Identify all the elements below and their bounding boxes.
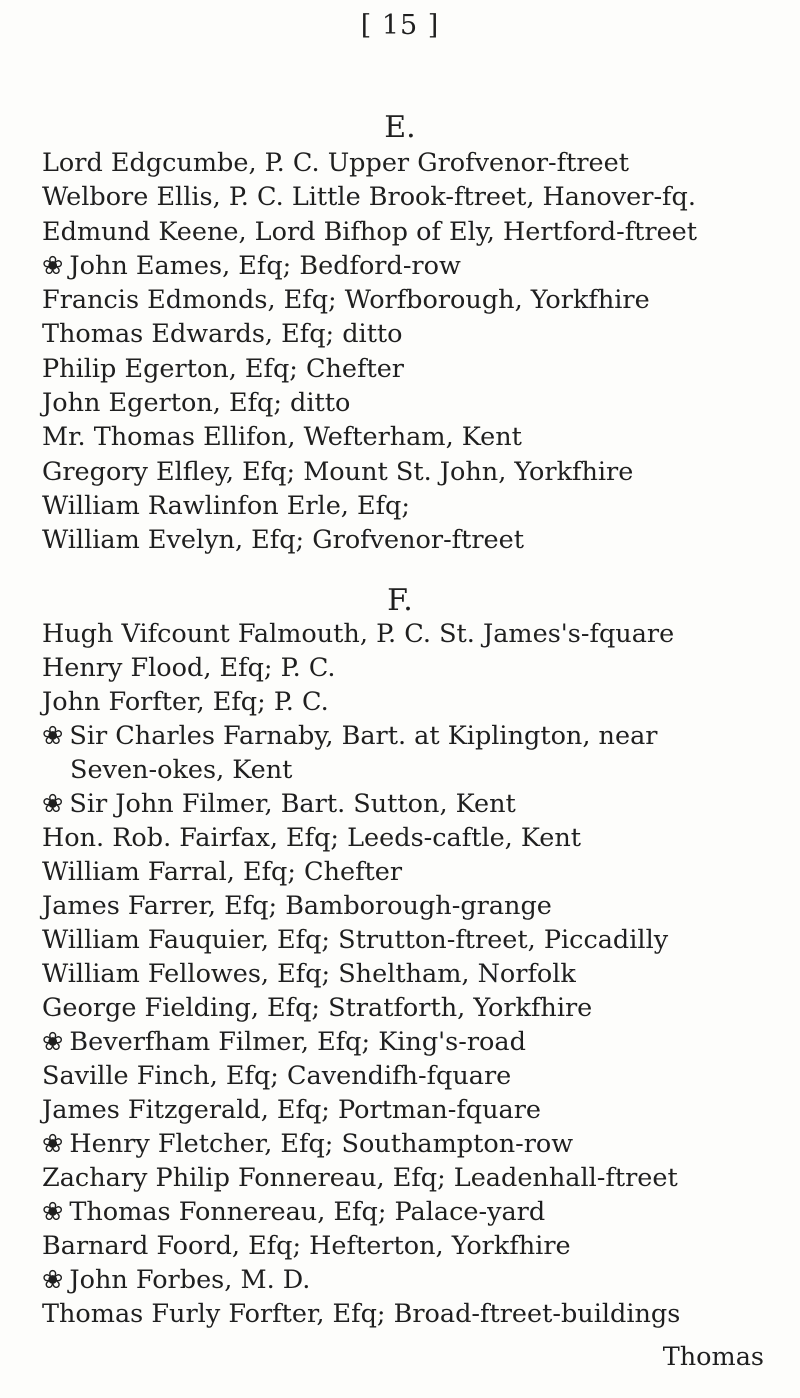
subscriber-entry	[0, 523, 697, 557]
subscriber-mark-icon: ❀	[42, 1129, 64, 1159]
subscriber-entry	[0, 352, 697, 386]
subscriber-entry	[0, 821, 680, 855]
subscriber-list-e	[0, 146, 697, 558]
subscriber-text: Saville Finch, Efq; Cavendifh-fquare	[42, 1061, 512, 1091]
subscriber-entry	[0, 420, 697, 454]
subscriber-entry	[0, 146, 697, 180]
subscriber-entry	[0, 889, 680, 923]
subscriber-entry	[0, 1229, 680, 1263]
subscriber-text: Henry Fletcher, Efq; Southampton-row	[69, 1129, 574, 1159]
subscriber-text: Hon. Rob. Fairfax, Efq; Leeds-caftle, Kent	[42, 823, 582, 853]
subscriber-text: Welbore Ellis, P. C. Little Brook-ftreet, Hanover-fq.	[42, 182, 696, 213]
subscriber-entry	[0, 1161, 680, 1195]
subscriber-entry	[0, 1297, 680, 1331]
subscriber-mark-icon: ❀	[42, 721, 64, 751]
subscriber-entry	[0, 180, 697, 214]
subscriber-entry	[0, 923, 680, 957]
subscriber-entry	[0, 1127, 680, 1161]
subscriber-text: Sir John Filmer, Bart. Sutton, Kent	[69, 789, 516, 819]
subscriber-text: Gregory Elfley, Efq; Mount St. John, Yorkfhire	[42, 456, 634, 487]
subscriber-text: Beverfham Filmer, Efq; King's-road	[69, 1027, 526, 1057]
subscriber-text: Henry Flood, Efq; P. C.	[42, 653, 336, 683]
subscriber-text: George Fielding, Efq; Stratforth, Yorkfhire	[42, 993, 593, 1023]
subscriber-text: Lord Edgcumbe, P. C. Upper Grofvenor-ftreet	[42, 148, 629, 178]
subscriber-entry	[0, 787, 680, 821]
subscriber-entry	[0, 283, 697, 317]
subscriber-text: William Fellowes, Efq; Sheltham, Norfolk	[42, 959, 576, 989]
subscriber-text: Thomas Furly Forfter, Efq; Broad-ftreet-buildings	[42, 1299, 681, 1329]
subscriber-text: John Eames, Efq; Bedford-row	[69, 250, 461, 281]
subscriber-entry	[0, 685, 680, 719]
subscriber-text: James Farrer, Efq; Bamborough-grange	[42, 891, 552, 921]
subscriber-text: Philip Egerton, Efq; Chefter	[42, 353, 404, 384]
subscriber-entry	[0, 1059, 680, 1093]
subscriber-entry	[0, 753, 680, 787]
subscriber-text: William Fauquier, Efq; Strutton-ftreet, Piccadilly	[42, 925, 669, 955]
subscriber-text: John Forfter, Efq; P. C.	[42, 687, 329, 717]
subscriber-text: James Fitzgerald, Efq; Portman-fquare	[42, 1095, 541, 1125]
section-heading-f: F.	[387, 583, 413, 618]
subscriber-entry	[0, 317, 697, 351]
subscriber-mark-icon: ❀	[42, 1197, 64, 1227]
subscriber-entry	[0, 651, 680, 685]
subscriber-text: William Rawlinfon Erle, Efq;	[42, 490, 410, 521]
subscriber-entry	[0, 489, 697, 523]
subscriber-entry	[0, 1025, 680, 1059]
subscriber-mark-icon: ❀	[42, 250, 64, 281]
subscriber-entry	[0, 855, 680, 889]
subscriber-text: Zachary Philip Fonnereau, Efq; Leadenhall-ftreet	[42, 1163, 678, 1193]
subscriber-entry	[0, 957, 680, 991]
subscriber-text: John Forbes, M. D.	[69, 1265, 311, 1295]
subscriber-entry	[0, 1263, 680, 1297]
subscriber-entry	[0, 617, 680, 651]
subscriber-mark-icon: ❀	[42, 789, 64, 819]
subscriber-entry	[0, 215, 697, 249]
subscriber-text: Edmund Keene, Lord Bifhop of Ely, Hertford-ftreet	[42, 216, 697, 247]
subscriber-entry	[0, 249, 697, 283]
subscriber-mark-icon: ❀	[42, 1027, 64, 1057]
subscriber-text: William Evelyn, Efq; Grofvenor-ftreet	[42, 525, 524, 556]
subscriber-text: Barnard Foord, Efq; Hefterton, Yorkfhire	[42, 1231, 571, 1261]
subscriber-text: Thomas Fonnereau, Efq; Palace-yard	[69, 1197, 546, 1227]
subscriber-text: Hugh Vifcount Falmouth, P. C. St. James's-fquare	[42, 619, 675, 649]
page-number: [ 15 ]	[360, 10, 440, 41]
subscriber-entry	[0, 455, 697, 489]
subscriber-text: Sir Charles Farnaby, Bart. at Kiplington, near	[69, 721, 658, 751]
catchword: Thomas	[662, 1342, 764, 1372]
subscriber-mark-icon: ❀	[42, 1265, 64, 1295]
subscriber-text: Seven-okes, Kent	[70, 755, 293, 785]
subscriber-text: Mr. Thomas Ellifon, Wefterham, Kent	[42, 422, 522, 453]
subscriber-list-f	[0, 617, 680, 1331]
subscriber-entry	[0, 386, 697, 420]
subscriber-entry	[0, 1093, 680, 1127]
subscriber-text: William Farral, Efq; Chefter	[42, 857, 403, 887]
subscriber-entry	[0, 991, 680, 1025]
subscriber-text: Thomas Edwards, Efq; ditto	[42, 319, 403, 350]
subscriber-entry	[0, 1195, 680, 1229]
subscriber-text: Francis Edmonds, Efq; Worfborough, Yorkfhire	[42, 285, 650, 316]
section-heading-e: E.	[384, 110, 416, 145]
subscriber-entry	[0, 719, 680, 753]
subscriber-text: John Egerton, Efq; ditto	[42, 388, 351, 419]
